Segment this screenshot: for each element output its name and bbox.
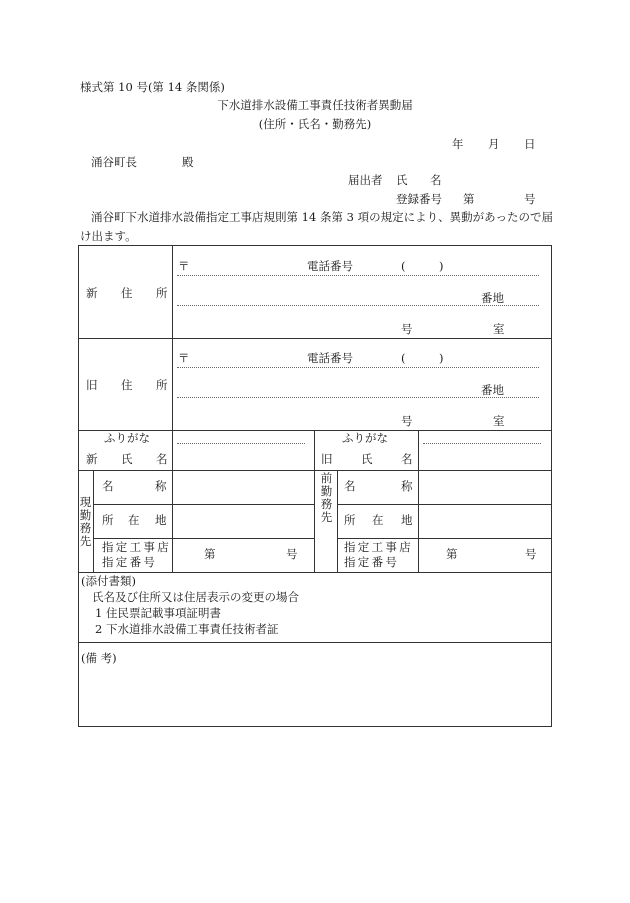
old-name-furigana-line[interactable] <box>423 443 541 444</box>
form-number: 様式第 10 号(第 14 条関係) <box>80 80 225 94</box>
applicant-name-label-1: 氏 <box>396 173 408 187</box>
current-employer-dai: 第 <box>204 547 216 561</box>
statement-line-1: 涌谷町下水道排水設備指定工事店規則第 14 条第 3 項の規定により、異動があったので届 <box>91 210 553 224</box>
rule <box>337 504 551 505</box>
new-name-label-2: 氏 <box>121 452 133 466</box>
current-employer-go: 号 <box>286 547 298 561</box>
old-address-label-1: 旧 <box>86 378 98 392</box>
current-employer-loc-label-1: 所 <box>102 513 114 527</box>
new-address-phone-label: 電話番号 <box>307 259 353 273</box>
old-address-postal-mark: 〒 <box>178 351 190 365</box>
previous-employer-dai: 第 <box>446 547 458 561</box>
form-table <box>78 245 552 727</box>
attachment-item-1: 1 住民票記載事項証明書 <box>95 606 221 620</box>
new-address-paren-close: ) <box>439 259 444 273</box>
rule <box>172 470 173 572</box>
old-name-label-1: 旧 <box>321 452 333 466</box>
rule <box>314 430 315 572</box>
rule <box>79 642 551 643</box>
form-subtitle: (住所・氏名・勤務先) <box>258 117 372 131</box>
old-address-label-2: 住 <box>121 378 133 392</box>
attachments-condition: 氏名及び住所又は住居表示の変更の場合 <box>92 590 299 604</box>
old-address-line-1[interactable] <box>177 367 539 368</box>
rule <box>93 470 94 572</box>
old-address-paren-close: ) <box>439 351 444 365</box>
new-address-line-1[interactable] <box>177 275 539 276</box>
rule <box>172 246 173 430</box>
registration-label: 登録番号 <box>396 192 442 206</box>
previous-employer-go: 号 <box>525 547 537 561</box>
old-name-furigana-label: ふりがな <box>342 431 388 445</box>
date-month: 月 <box>488 137 500 151</box>
rule <box>337 470 338 572</box>
current-employer-designated-l1: 指定工事店 <box>102 540 171 554</box>
previous-employer-loc-label-2: 在 <box>372 513 384 527</box>
registration-dai: 第 <box>463 192 475 206</box>
old-address-paren-open: ( <box>401 351 406 365</box>
previous-employer-name-label-2: 称 <box>401 479 413 493</box>
old-address-label-3: 所 <box>156 378 168 392</box>
rule <box>172 430 173 470</box>
new-name-label-3: 名 <box>156 452 168 466</box>
new-address-postal-mark: 〒 <box>178 259 190 273</box>
previous-employer-designated-l2: 指定番号 <box>344 555 400 569</box>
new-address-label-2: 住 <box>121 286 133 300</box>
previous-employer-loc-label-1: 所 <box>344 513 356 527</box>
old-name-label-3: 名 <box>401 452 413 466</box>
rule <box>79 338 551 339</box>
previous-employer-designated-l1: 指定工事店 <box>344 540 413 554</box>
new-name-furigana-label: ふりがな <box>104 431 150 445</box>
new-address-go: 号 <box>401 322 413 336</box>
addressee-name: 涌谷町長 <box>91 155 137 169</box>
registration-go: 号 <box>524 192 536 206</box>
old-address-go: 号 <box>401 414 413 428</box>
attachments-heading: (添付書類) <box>81 574 136 588</box>
current-employer-loc-label-2: 在 <box>128 513 140 527</box>
current-employer-name-label-1: 名 <box>102 479 114 493</box>
previous-employer-loc-label-3: 地 <box>401 513 413 527</box>
rule <box>93 504 314 505</box>
statement-line-2: け出ます。 <box>80 229 137 243</box>
new-name-furigana-line[interactable] <box>177 443 305 444</box>
new-address-label-1: 新 <box>86 286 98 300</box>
new-address-line-2[interactable] <box>177 305 539 306</box>
date-year: 年 <box>452 137 464 151</box>
rule <box>337 538 551 539</box>
old-name-label-2: 氏 <box>361 452 373 466</box>
attachment-item-2: 2 下水道排水設備工事責任技術者証 <box>95 622 279 636</box>
new-address-paren-open: ( <box>401 259 406 273</box>
current-employer-designated-l2: 指定番号 <box>102 555 158 569</box>
current-employer-loc-label-3: 地 <box>155 513 167 527</box>
new-address-banchi: 番地 <box>481 291 504 305</box>
old-address-banchi: 番地 <box>481 383 504 397</box>
current-employer-name-label-2: 称 <box>155 479 167 493</box>
current-employer-group-label: 現勤務先 <box>79 495 92 548</box>
date-day: 日 <box>524 137 536 151</box>
form-title: 下水道排水設備工事責任技術者異動届 <box>217 98 413 112</box>
rule <box>79 470 551 471</box>
old-address-shitsu: 室 <box>493 414 505 428</box>
previous-employer-group-label: 前勤務先 <box>320 471 333 524</box>
new-name-label-1: 新 <box>86 452 98 466</box>
rule <box>93 538 314 539</box>
old-address-phone-label: 電話番号 <box>307 351 353 365</box>
previous-employer-name-label-1: 名 <box>344 479 356 493</box>
old-address-line-2[interactable] <box>177 397 539 398</box>
rule <box>418 430 419 572</box>
remarks-heading: (備 考) <box>81 651 117 665</box>
rule <box>79 572 551 573</box>
applicant-name-label-2: 名 <box>430 173 442 187</box>
applicant-label: 届出者 <box>348 173 383 187</box>
new-address-label-3: 所 <box>156 286 168 300</box>
addressee-honorific: 殿 <box>182 155 194 169</box>
new-address-shitsu: 室 <box>493 322 505 336</box>
